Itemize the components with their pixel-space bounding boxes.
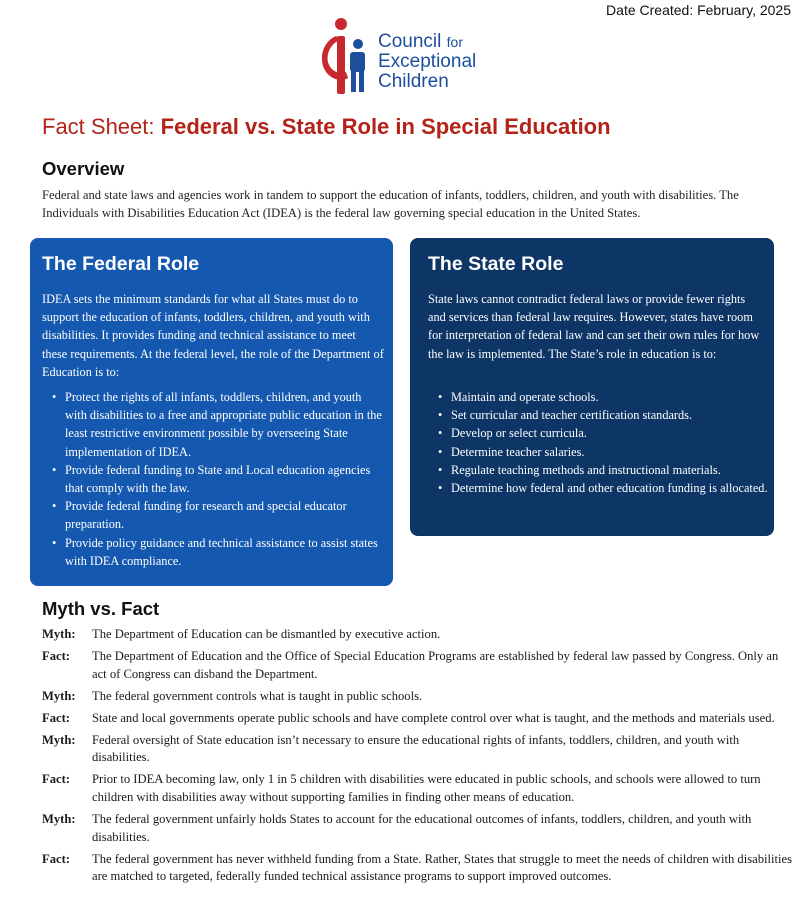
list-item: • Set curricular and teacher certification standards.	[438, 406, 768, 424]
logo-line-children: Children	[378, 71, 449, 92]
title-main: Federal vs. State Role in Special Education	[160, 114, 611, 139]
fact-row: Fact: Prior to IDEA becoming law, only 1 in 5 children with disabilities were educated in public schools, and schools were allowed to turn children with disabilities away without supporting families in finding other means of education.	[42, 772, 761, 804]
list-item: • Provide policy guidance and technical assistance to assist states with IDEA compliance.	[52, 535, 378, 568]
federal-role-title: The Federal Role	[42, 253, 200, 275]
federal-role-card	[30, 238, 393, 586]
federal-role-list	[52, 388, 382, 570]
cec-logo	[316, 14, 516, 98]
bullet-icon: •	[438, 444, 443, 459]
fact-row: Fact: State and local governments operate public schools and have complete control over what is taught, and the methods and materials used.	[42, 710, 775, 725]
list-item: • Determine how federal and other education funding is allocated.	[438, 479, 768, 497]
bullet-icon: •	[438, 408, 443, 423]
date-created: Date Created: February, 2025	[606, 2, 791, 18]
logo-line-for: for	[446, 34, 463, 50]
cec-logo-mark-icon	[316, 14, 378, 98]
myth-fact-heading: Myth vs. Fact	[42, 598, 160, 619]
myth-row: Myth: The federal government unfairly holds States to account for the educational outcomes of infants, toddlers, children, and youth with disabilities.	[42, 812, 752, 844]
title-prefix: Fact Sheet:	[42, 114, 155, 139]
state-role-intro: State laws cannot contradict federal laws or provide fewer rights and services than federal law requires. However, states have room for interpretation of federal law and can set their own rules for how the law is implemented. The State’s role in education is to:	[428, 292, 760, 361]
state-role-list	[438, 388, 768, 497]
list-item: • Develop or select curricula.	[438, 424, 768, 442]
fact-row: Fact: The federal government has never withheld funding from a State. Rather, States that struggle to meet the needs of children with disabilities are matched to targeted, federally funded technical assistance programs to support improved outcomes.	[42, 851, 792, 884]
myth-fact-list	[42, 626, 794, 890]
myth-row: Myth: The federal government controls what is taught in public schools.	[42, 688, 423, 703]
bullet-icon: •	[438, 390, 443, 404]
bullet-icon: •	[52, 535, 57, 550]
page-title	[42, 114, 611, 140]
logo-line-council: Council	[378, 31, 442, 52]
federal-role-intro: IDEA sets the minimum standards for what all States must do to support the education of infants, toddlers, children, and youth with disabilities. It provides funding and technical assistance to meet these requirements. At the federal level, the role of the Department of Education is to:	[42, 292, 384, 379]
logo-wordmark	[378, 32, 476, 92]
bullet-icon: •	[438, 481, 443, 496]
overview-text: Federal and state laws and agencies work in tandem to support the education of infants, toddlers, children, and youth with disabilities. The Individuals with Disabilities Education Act (IDEA) is the federal law governing special education in the United States.	[42, 188, 739, 220]
list-item: • Regulate teaching methods and instructional materials.	[438, 461, 768, 479]
logo-line-exceptional: Exceptional	[378, 51, 477, 72]
list-item: • Determine teacher salaries.	[438, 443, 768, 461]
myth-row: Myth: The Department of Education can be dismantled by executive action.	[42, 627, 441, 641]
bullet-icon: •	[52, 390, 57, 404]
state-role-title: The State Role	[428, 253, 564, 275]
bullet-icon: •	[52, 499, 57, 514]
state-role-card	[410, 238, 774, 536]
list-item: • Provide federal funding for research and special educator preparation.	[52, 499, 347, 532]
bullet-icon: •	[438, 426, 443, 441]
list-item: • Protect the rights of all infants, toddlers, children, and youth with disabilities to a free and appropriate public education in the least restrictive environment possible by overseeing State implementation of IDEA.	[52, 390, 382, 459]
overview-heading: Overview	[42, 158, 125, 179]
bullet-icon: •	[52, 462, 57, 477]
bullet-icon: •	[438, 462, 443, 477]
list-item: • Maintain and operate schools.	[438, 388, 768, 406]
myth-row: Myth: Federal oversight of State education isn’t necessary to ensure the educational rights of infants, toddlers, children, and youth with disabilities.	[42, 732, 740, 765]
fact-row: Fact: The Department of Education and the Office of Special Education Programs are established by federal law passed by Congress. Only an act of Congress can disband the Department.	[42, 649, 779, 681]
list-item: • Provide federal funding to State and Local education agencies that comply with the law.	[52, 462, 371, 496]
